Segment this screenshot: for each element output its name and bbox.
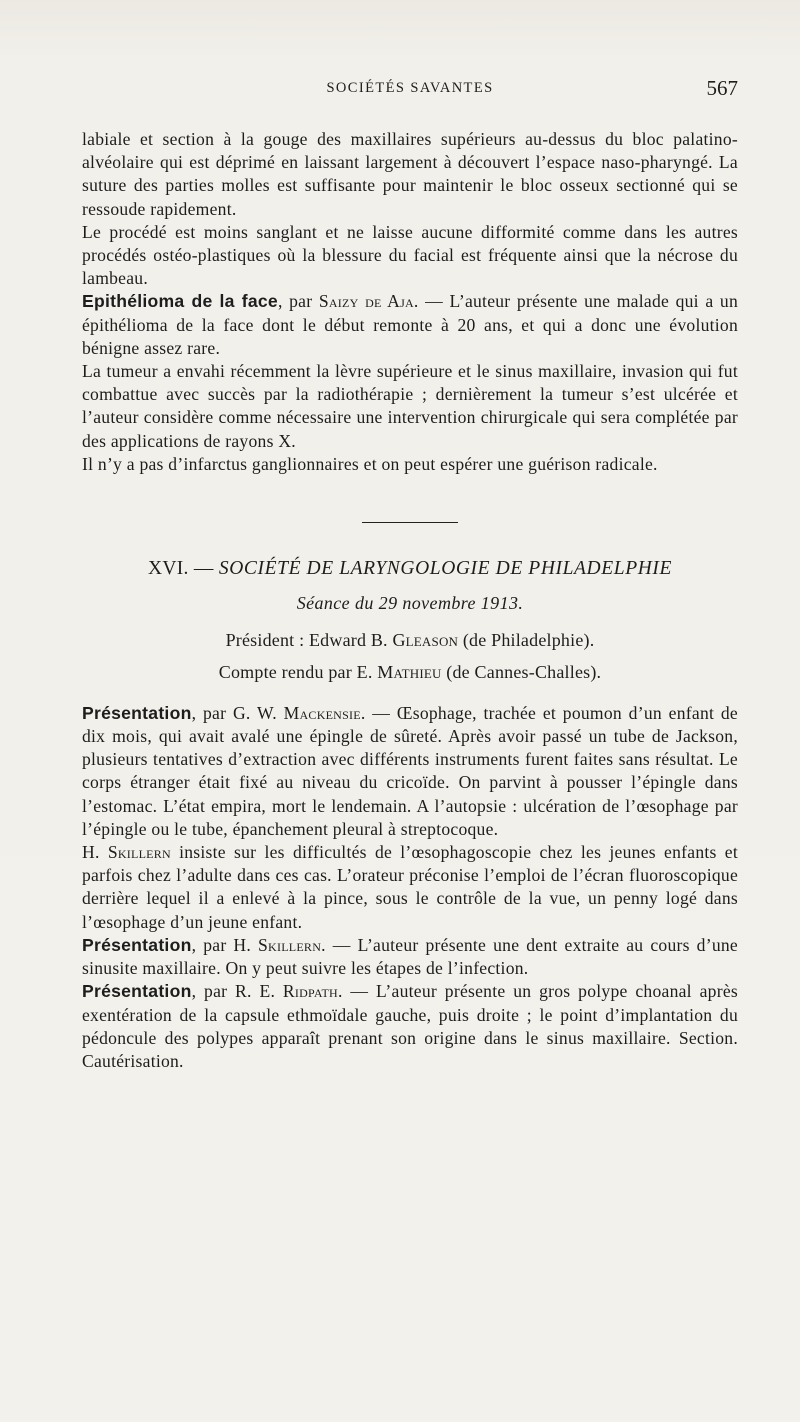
entry-text: . — Œsophage, trachée et poumon d’un enfant de dix mois, qui avait avalé une épingle de sûreté. Après avoir passé un tube de Jackson, plusieurs tentatives d’extraction avec différents instruments furent faites sans résultat. Le corps étranger était fixé au niveau du cricoïde. On parvint à pousser l’épingle dans l’estomac. L’état empira, mort le lendemain. A l’autopsie : ulcération de l’œsophage par l’épingle ou le tube, épanchement pleural à streptocoque. xyxy=(82,702,738,839)
president-name: Gleason xyxy=(392,630,459,651)
paragraph-2: Le procédé est moins sanglant et ne laisse aucune difformité comme dans les autres procédés ostéo-plastiques où la blessure du facial est fréquente ainsi que la nécrose du lambeau. xyxy=(82,221,738,289)
paragraph-tumeur: La tumeur a envahi récemment la lèvre supérieure et le sinus maxillaire, invasion qui fut combattue avec succès par la radiothérapie ; dernièrement la tumeur s’est ulcérée et l’auteur considère comme nécessaire une intervention chirurgicale qui sera complétée par des applications de rayons X. xyxy=(82,361,738,451)
entry-author: Ridpath xyxy=(282,981,338,1002)
entry-heading: Epithélioma de la face xyxy=(82,291,278,312)
entry-text: . — L’auteur présente une dent extraite au cours d’une sinusite maxillaire. On y peut suivre les étapes de l’infection. xyxy=(82,934,738,979)
running-title: SOCIÉTÉS SAVANTES xyxy=(326,80,494,96)
president-line xyxy=(82,629,738,652)
page-number: 567 xyxy=(706,76,738,100)
section-divider xyxy=(362,522,458,523)
entry-heading: Présentation xyxy=(82,981,192,1002)
page-body xyxy=(82,128,738,1073)
presentations xyxy=(82,702,738,1073)
entry-text: insiste sur les difficultés de l’œsophagoscopie chez les jeunes enfants et parfois chez l’adulte dans ces cas. L’orateur préconise l’emploi de l’écran fluoroscopique derrière lequel il a enlevé à la pince, sous le contrôle de la vue, un penny logé dans l’œsophage d’un jeune enfant. xyxy=(82,842,738,932)
compte-name: Mathieu xyxy=(377,661,442,682)
entry-by: , par xyxy=(277,291,319,312)
entry-by: , par H. xyxy=(191,934,258,955)
entry-by: , par R. E. xyxy=(191,981,283,1002)
seance-date: Séance du 29 novembre 1913. xyxy=(296,593,524,614)
entry-author: Skillern xyxy=(107,842,171,863)
entry-heading: Présentation xyxy=(82,702,192,723)
paragraph-skillern-comment xyxy=(82,841,738,934)
president-prefix: Président : Edward B. xyxy=(225,630,393,651)
entry-prefix: H. xyxy=(82,842,108,863)
page-header xyxy=(82,76,738,106)
president-suffix: (de Philadelphie). xyxy=(458,630,595,651)
section-name: SOCIÉTÉ DE LARYNGOLOGIE DE PHILADELPHIE xyxy=(218,558,672,580)
paragraph-epithelioma xyxy=(82,290,738,360)
section-number: XVI. — xyxy=(147,558,219,580)
section-title xyxy=(82,557,738,580)
entry-author: Skillern xyxy=(258,934,322,955)
compte-rendu-line xyxy=(82,661,738,684)
paragraph-1: labiale et section à la gouge des maxillaires supérieurs au-dessus du bloc palatino-alvéolaire qui est déprimé en laissant largement à découvert l’espace naso-pharyngé. La suture des parties molles est suffisante pour maintenir le bloc osseux sectionné qui se ressoude rapidement. xyxy=(82,129,738,219)
presentation-mackensie xyxy=(82,702,738,841)
entry-text: . — L’auteur présente une malade qui a un épithélioma de la face dont le début remonte à 20 ans, et qui a donc une évolution bénigne assez rare. xyxy=(82,291,739,358)
paragraph-infarctus: Il n’y a pas d’infarctus ganglionnaires et on peut espérer une guérison radicale. xyxy=(82,453,658,474)
presentation-ridpath xyxy=(82,980,738,1073)
presentation-skillern xyxy=(82,934,738,980)
entry-heading: Présentation xyxy=(82,934,192,955)
entry-text: . — L’auteur présente un gros polype choanal après exentération de la capsule ethmoïdale gauche, puis droite ; le point d’implantation du pédoncule des polypes apparaît prenant son origine dans le sinus maxillaire. Section. Cautérisation. xyxy=(82,981,738,1071)
entry-author: Mackensie xyxy=(283,702,361,723)
compte-prefix: Compte rendu par E. xyxy=(218,661,378,682)
entry-by: , par G. W. xyxy=(191,702,284,723)
entry-author: Saizy de Aja xyxy=(318,291,414,312)
compte-suffix: (de Cannes-Challes). xyxy=(441,661,602,682)
